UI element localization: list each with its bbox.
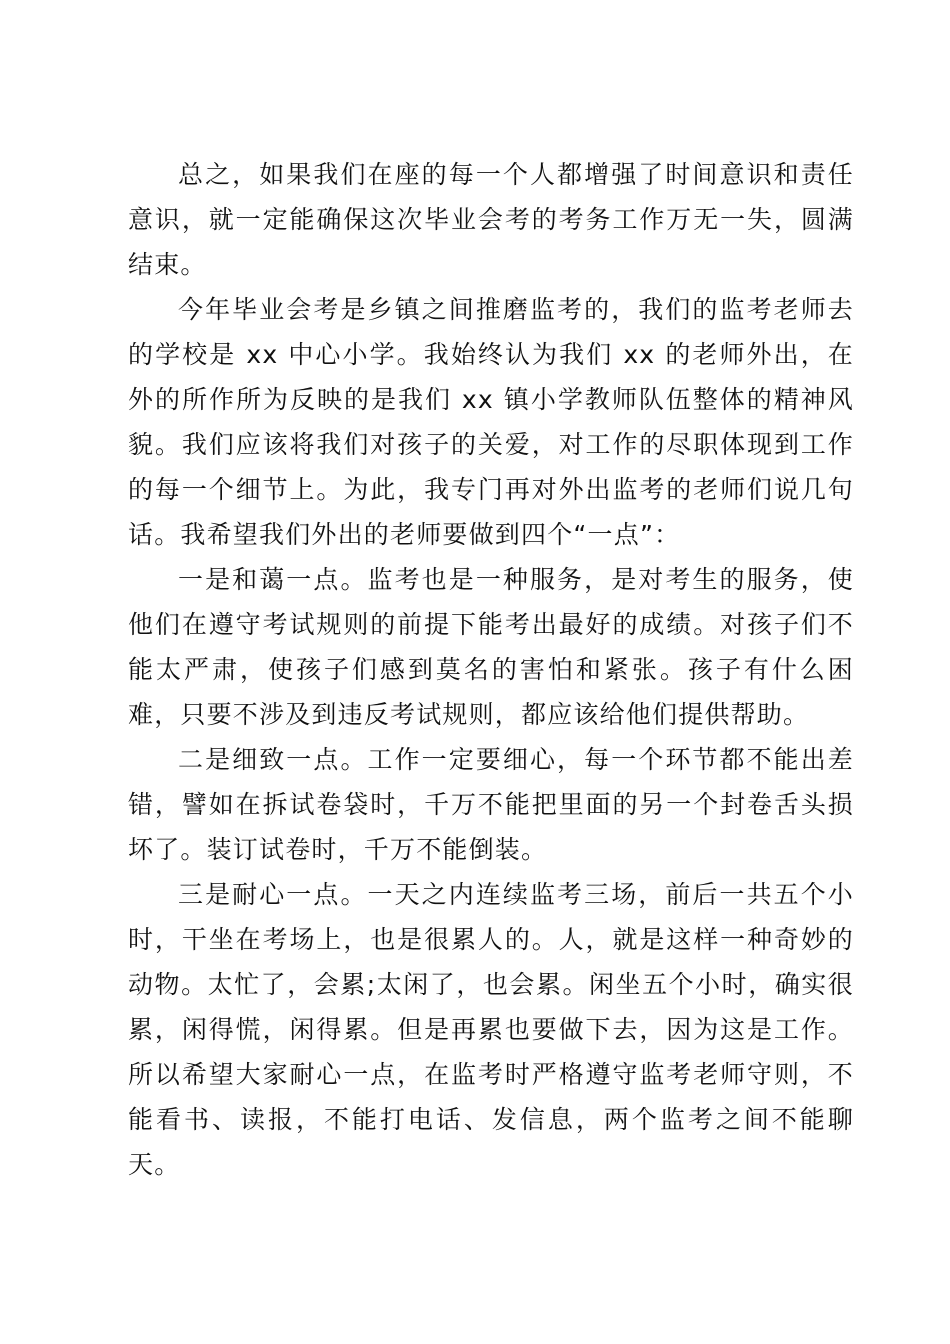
paragraph-point-three: 三是耐心一点。一天之内连续监考三场，前后一共五个小时，干坐在考场上，也是很累人的。人，就是这样一种奇妙的动物。太忙了，会累;太闲了，也会累。闲坐五个小时，确实很累，闲得慌，闲得累。但是再累也要做下去，因为这是工作。所以希望大家耐心一点，在监考时严格遵守监考老师守则，不能看书、读报，不能打电话、发信息，两个监考之间不能聊天。 — [128, 880, 854, 1179]
paragraph-exam-arrangement: 今年毕业会考是乡镇之间推磨监考的，我们的监考老师去的学校是 xx 中心小学。我始终认为我们 xx 的老师外出，在外的所作所为反映的是我们 xx 镇小学教师队伍整体的精神风貌。我们应该将我们对孩子的关爱，对工作的尽职体现到工作的每一个细节上。为此，我专门再对外出监考的老师们说几句话。我希望我们外出的老师要做到四个“一点”： — [128, 295, 854, 549]
paragraph-point-two: 二是细致一点。工作一定要细心，每一个环节都不能出差错，譬如在拆试卷袋时，千万不能把里面的另一个封卷舌头损坏了。装订试卷时，千万不能倒装。 — [128, 745, 854, 864]
paragraph-point-one: 一是和蔼一点。监考也是一种服务，是对考生的服务，使他们在遵守考试规则的前提下能考出最好的成绩。对孩子们不能太严肃，使孩子们感到莫名的害怕和紧张。孩子有什么困难，只要不涉及到违反考试规则，都应该给他们提供帮助。 — [128, 565, 854, 729]
document-body — [128, 152, 854, 1187]
paragraph-summary: 总之，如果我们在座的每一个人都增强了时间意识和责任意识，就一定能确保这次毕业会考的考务工作万无一失，圆满结束。 — [128, 160, 854, 279]
